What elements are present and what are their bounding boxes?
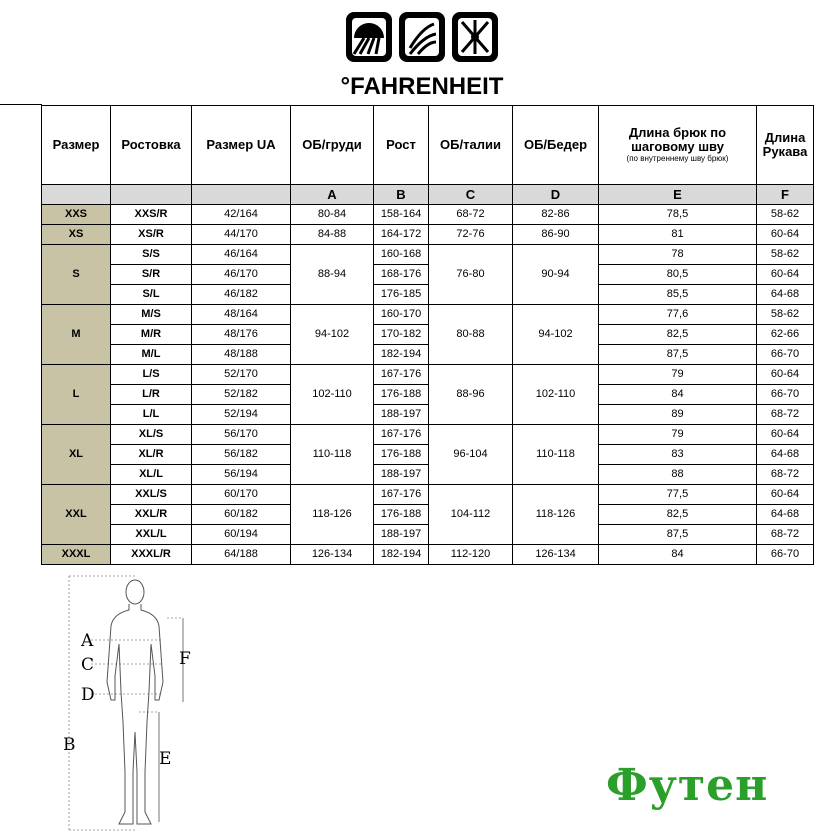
chest-cell: 102-110 bbox=[291, 365, 374, 425]
table-row bbox=[42, 525, 814, 545]
height-cell: 167-176 bbox=[374, 485, 429, 505]
sleeve-cell: 60-64 bbox=[757, 225, 814, 245]
rostovka-cell: XS/R bbox=[111, 225, 192, 245]
waist-cell: 80-88 bbox=[429, 305, 513, 365]
height-cell: 158-164 bbox=[374, 205, 429, 225]
size-chart-table bbox=[41, 105, 814, 565]
size-cell: XXS bbox=[42, 205, 111, 225]
inseam-cell: 83 bbox=[599, 445, 757, 465]
table-row bbox=[42, 305, 814, 325]
inseam-cell: 82,5 bbox=[599, 505, 757, 525]
table-row bbox=[42, 225, 814, 245]
table-row bbox=[42, 285, 814, 305]
inseam-cell: 80,5 bbox=[599, 265, 757, 285]
rostovka-cell: XXL/L bbox=[111, 525, 192, 545]
height-cell: 167-176 bbox=[374, 365, 429, 385]
height-cell: 168-176 bbox=[374, 265, 429, 285]
size-ua-cell: 48/164 bbox=[192, 305, 291, 325]
sleeve-cell: 60-64 bbox=[757, 425, 814, 445]
size-ua-cell: 60/170 bbox=[192, 485, 291, 505]
figure-label-a: A bbox=[81, 631, 94, 651]
size-cell: S bbox=[42, 245, 111, 305]
inseam-cell: 87,5 bbox=[599, 525, 757, 545]
size-ua-cell: 56/182 bbox=[192, 445, 291, 465]
letter-f: F bbox=[757, 185, 814, 205]
header-chest: ОБ/груди bbox=[291, 106, 374, 185]
size-cell: M bbox=[42, 305, 111, 365]
inseam-cell: 88 bbox=[599, 465, 757, 485]
sleeve-cell: 60-64 bbox=[757, 265, 814, 285]
rostovka-cell: M/R bbox=[111, 325, 192, 345]
rostovka-cell: XL/R bbox=[111, 445, 192, 465]
letter-blank bbox=[111, 185, 192, 205]
size-ua-cell: 56/170 bbox=[192, 425, 291, 445]
header-row bbox=[42, 106, 814, 185]
inseam-cell: 89 bbox=[599, 405, 757, 425]
body-measurement-figure bbox=[55, 572, 215, 834]
size-cell: XL bbox=[42, 425, 111, 485]
letter-a: A bbox=[291, 185, 374, 205]
waist-cell: 88-96 bbox=[429, 365, 513, 425]
snowflake-icon bbox=[452, 12, 498, 62]
size-ua-cell: 44/170 bbox=[192, 225, 291, 245]
sleeve-cell: 68-72 bbox=[757, 465, 814, 485]
table-row bbox=[42, 245, 814, 265]
waist-cell: 104-112 bbox=[429, 485, 513, 545]
chest-cell: 126-134 bbox=[291, 545, 374, 565]
size-cell: XXXL bbox=[42, 545, 111, 565]
table-row bbox=[42, 345, 814, 365]
hips-cell: 90-94 bbox=[513, 245, 599, 305]
header-size-ua: Размер UA bbox=[192, 106, 291, 185]
sleeve-cell: 64-68 bbox=[757, 445, 814, 465]
waist-cell: 76-80 bbox=[429, 245, 513, 305]
inseam-cell: 77,6 bbox=[599, 305, 757, 325]
inseam-cell: 84 bbox=[599, 545, 757, 565]
inseam-cell: 81 bbox=[599, 225, 757, 245]
sleeve-cell: 60-64 bbox=[757, 365, 814, 385]
height-cell: 170-182 bbox=[374, 325, 429, 345]
height-cell: 188-197 bbox=[374, 525, 429, 545]
size-ua-cell: 48/176 bbox=[192, 325, 291, 345]
sleeve-cell: 66-70 bbox=[757, 545, 814, 565]
chest-cell: 84-88 bbox=[291, 225, 374, 245]
inseam-cell: 79 bbox=[599, 425, 757, 445]
table-row bbox=[42, 485, 814, 505]
rostovka-cell: M/S bbox=[111, 305, 192, 325]
rostovka-cell: S/L bbox=[111, 285, 192, 305]
rostovka-cell: L/L bbox=[111, 405, 192, 425]
inseam-cell: 87,5 bbox=[599, 345, 757, 365]
brand-text: Футен bbox=[606, 760, 769, 811]
size-cell: XS bbox=[42, 225, 111, 245]
header-inseam-note: (по внутреннему шву брюк) bbox=[626, 154, 729, 164]
sleeve-cell: 66-70 bbox=[757, 385, 814, 405]
height-cell: 182-194 bbox=[374, 345, 429, 365]
divider-line bbox=[0, 104, 42, 105]
chest-cell: 88-94 bbox=[291, 245, 374, 305]
header-sleeve: Длина Рукава bbox=[757, 106, 814, 185]
sleeve-cell: 60-64 bbox=[757, 485, 814, 505]
waist-cell: 72-76 bbox=[429, 225, 513, 245]
sleeve-cell: 58-62 bbox=[757, 305, 814, 325]
rostovka-cell: S/R bbox=[111, 265, 192, 285]
waist-cell: 112-120 bbox=[429, 545, 513, 565]
rostovka-cell: XXL/S bbox=[111, 485, 192, 505]
chest-cell: 118-126 bbox=[291, 485, 374, 545]
size-ua-cell: 48/188 bbox=[192, 345, 291, 365]
size-ua-cell: 52/194 bbox=[192, 405, 291, 425]
hips-cell: 82-86 bbox=[513, 205, 599, 225]
letter-e: E bbox=[599, 185, 757, 205]
chest-cell: 80-84 bbox=[291, 205, 374, 225]
height-cell: 182-194 bbox=[374, 545, 429, 565]
height-cell: 176-188 bbox=[374, 505, 429, 525]
table-row bbox=[42, 445, 814, 465]
table-row bbox=[42, 505, 814, 525]
rostovka-cell: XXXL/R bbox=[111, 545, 192, 565]
rostovka-cell: XL/S bbox=[111, 425, 192, 445]
sleeve-cell: 62-66 bbox=[757, 325, 814, 345]
height-cell: 188-197 bbox=[374, 405, 429, 425]
header-inseam-label: Длина брюк по шаговому шву bbox=[628, 125, 727, 154]
table-row bbox=[42, 545, 814, 565]
chest-cell: 94-102 bbox=[291, 305, 374, 365]
height-cell: 167-176 bbox=[374, 425, 429, 445]
header-rostovka: Ростовка bbox=[111, 106, 192, 185]
letter-blank bbox=[42, 185, 111, 205]
header-inseam bbox=[599, 106, 757, 185]
chest-cell: 110-118 bbox=[291, 425, 374, 485]
waist-cell: 96-104 bbox=[429, 425, 513, 485]
table-row bbox=[42, 365, 814, 385]
size-ua-cell: 42/164 bbox=[192, 205, 291, 225]
inseam-cell: 84 bbox=[599, 385, 757, 405]
waist-cell: 68-72 bbox=[429, 205, 513, 225]
hips-cell: 126-134 bbox=[513, 545, 599, 565]
table-row bbox=[42, 405, 814, 425]
figure-label-d: D bbox=[81, 685, 95, 705]
size-cell: XXL bbox=[42, 485, 111, 545]
rostovka-cell: L/R bbox=[111, 385, 192, 405]
letter-blank bbox=[192, 185, 291, 205]
hips-cell: 118-126 bbox=[513, 485, 599, 545]
figure-label-b: B bbox=[63, 735, 76, 755]
fahrenheit-logo bbox=[336, 8, 508, 100]
inseam-cell: 77,5 bbox=[599, 485, 757, 505]
height-cell: 160-168 bbox=[374, 245, 429, 265]
inseam-cell: 82,5 bbox=[599, 325, 757, 345]
sleeve-cell: 58-62 bbox=[757, 245, 814, 265]
sleeve-cell: 68-72 bbox=[757, 405, 814, 425]
header-hips: ОБ/Бедер bbox=[513, 106, 599, 185]
rostovka-cell: XL/L bbox=[111, 465, 192, 485]
size-ua-cell: 64/188 bbox=[192, 545, 291, 565]
letter-row bbox=[42, 185, 814, 205]
sleeve-cell: 64-68 bbox=[757, 285, 814, 305]
size-ua-cell: 56/194 bbox=[192, 465, 291, 485]
futen-brand-logo bbox=[600, 758, 810, 814]
wind-icon bbox=[399, 12, 445, 62]
rostovka-cell: XXL/R bbox=[111, 505, 192, 525]
size-ua-cell: 52/182 bbox=[192, 385, 291, 405]
inseam-cell: 79 bbox=[599, 365, 757, 385]
header-height: Рост bbox=[374, 106, 429, 185]
height-cell: 188-197 bbox=[374, 465, 429, 485]
logo-text: °FAHRENHEIT bbox=[340, 73, 504, 100]
hips-cell: 94-102 bbox=[513, 305, 599, 365]
inseam-cell: 78,5 bbox=[599, 205, 757, 225]
header-waist: ОБ/талии bbox=[429, 106, 513, 185]
size-ua-cell: 46/164 bbox=[192, 245, 291, 265]
letter-d: D bbox=[513, 185, 599, 205]
sleeve-cell: 58-62 bbox=[757, 205, 814, 225]
table-row bbox=[42, 265, 814, 285]
header-size: Размер bbox=[42, 106, 111, 185]
inseam-cell: 85,5 bbox=[599, 285, 757, 305]
rostovka-cell: M/L bbox=[111, 345, 192, 365]
hips-cell: 102-110 bbox=[513, 365, 599, 425]
sun-icon bbox=[346, 12, 392, 62]
size-ua-cell: 60/182 bbox=[192, 505, 291, 525]
size-ua-cell: 60/194 bbox=[192, 525, 291, 545]
sleeve-cell: 68-72 bbox=[757, 525, 814, 545]
figure-label-e: E bbox=[159, 749, 172, 769]
table-row bbox=[42, 325, 814, 345]
inseam-cell: 78 bbox=[599, 245, 757, 265]
hips-cell: 86-90 bbox=[513, 225, 599, 245]
sleeve-cell: 64-68 bbox=[757, 505, 814, 525]
sleeve-cell: 66-70 bbox=[757, 345, 814, 365]
size-ua-cell: 46/170 bbox=[192, 265, 291, 285]
letter-c: C bbox=[429, 185, 513, 205]
rostovka-cell: L/S bbox=[111, 365, 192, 385]
height-cell: 160-170 bbox=[374, 305, 429, 325]
hips-cell: 110-118 bbox=[513, 425, 599, 485]
height-cell: 176-188 bbox=[374, 385, 429, 405]
height-cell: 164-172 bbox=[374, 225, 429, 245]
rostovka-cell: XXS/R bbox=[111, 205, 192, 225]
figure-label-f: F bbox=[179, 649, 191, 669]
size-ua-cell: 52/170 bbox=[192, 365, 291, 385]
rostovka-cell: S/S bbox=[111, 245, 192, 265]
size-ua-cell: 46/182 bbox=[192, 285, 291, 305]
table-row bbox=[42, 465, 814, 485]
letter-b: B bbox=[374, 185, 429, 205]
table-row bbox=[42, 385, 814, 405]
height-cell: 176-188 bbox=[374, 445, 429, 465]
size-cell: L bbox=[42, 365, 111, 425]
table-row bbox=[42, 425, 814, 445]
figure-label-c: C bbox=[81, 655, 95, 675]
table-row bbox=[42, 205, 814, 225]
silhouette-icon bbox=[107, 580, 163, 824]
height-cell: 176-185 bbox=[374, 285, 429, 305]
